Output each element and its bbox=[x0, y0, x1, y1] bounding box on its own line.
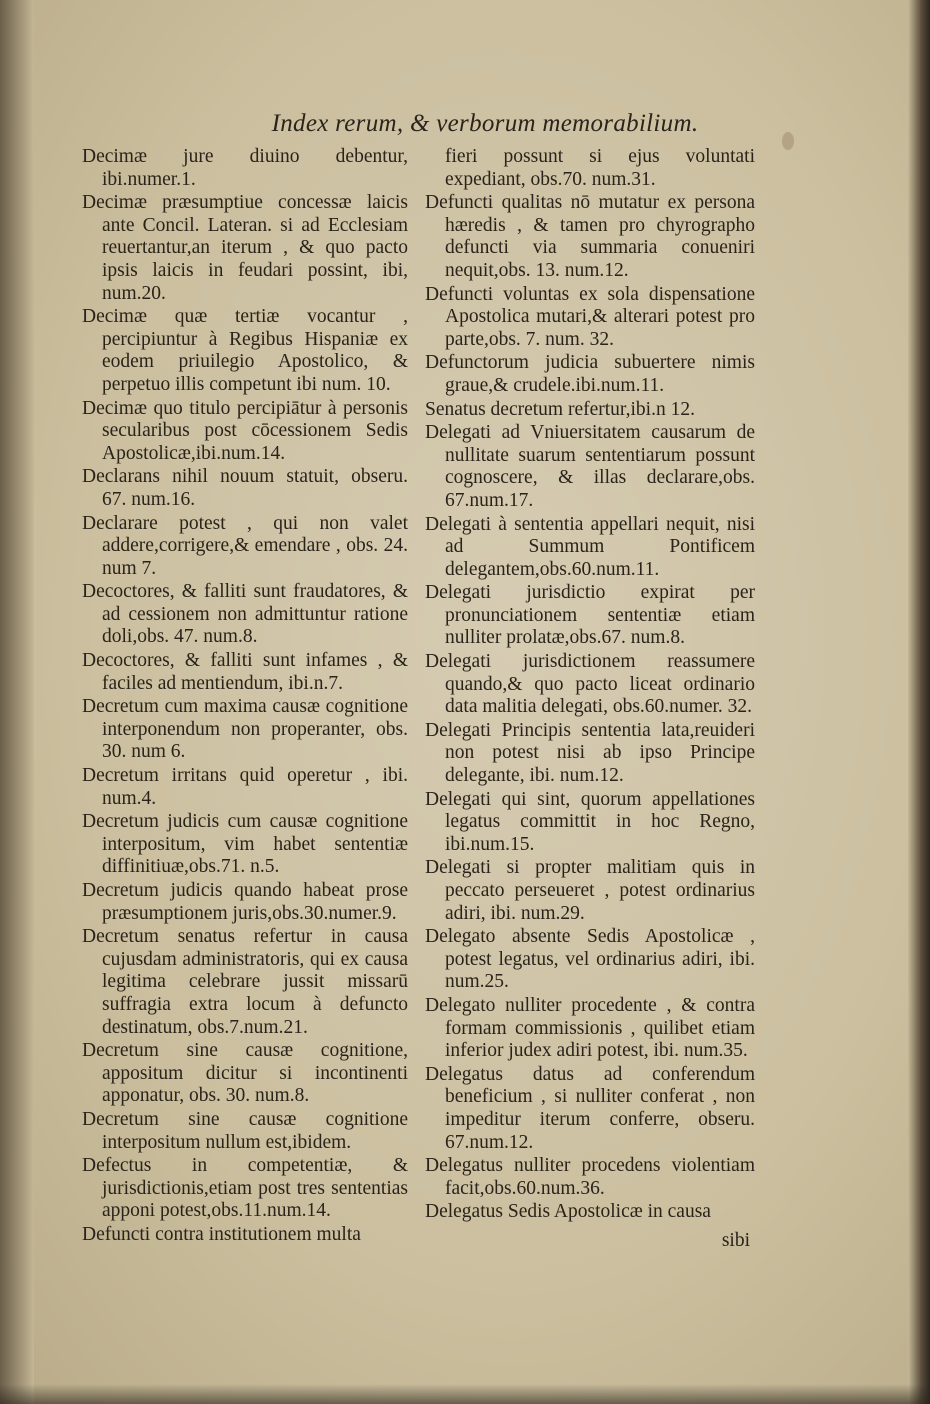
index-entry: Delegati ad Vniuersitatem causarum de nullitate suarum sententiarum possunt cognoscere, & illas declarare,obs. 67.num.17. bbox=[425, 422, 755, 511]
index-entry: Delegati jurisdictionem reassumere quando,& quo pacto liceat ordinario data malitia delegati, obs.60.numer. 32. bbox=[425, 651, 755, 718]
index-entry: Decretum irritans quid operetur , ibi. num.4. bbox=[82, 765, 408, 809]
binding-gutter bbox=[0, 0, 34, 1404]
index-entry: Defectus in competentiæ, & jurisdictionis,etiam post tres sententias apponi potest,obs.11.num.14. bbox=[82, 1155, 408, 1222]
index-entry: Decretum sine causæ cognitione interpositum nullum est,ibidem. bbox=[82, 1108, 408, 1153]
index-entry: Senatus decretum refertur,ibi.n 12. bbox=[425, 398, 695, 420]
index-entry: Declarare potest , qui non valet addere,corrigere,& emendare , obs. 24. num 7. bbox=[82, 512, 408, 579]
index-entry: Defuncti contra institutionem multa bbox=[82, 1223, 361, 1245]
left-column bbox=[82, 146, 408, 1248]
index-entry: Delegatus Sedis Apostolicæ in causa bbox=[425, 1201, 711, 1223]
index-entry: Decretum senatus refertur in causa cujusdam administratoris, qui ex causa legitima celebrare jussit missarū suffragia extra locum à defuncto destinatum, obs.7.num.21. bbox=[82, 926, 408, 1038]
index-entry: Decretum cum maxima causæ cognitione interponendum non properanter, obs. 30. num 6. bbox=[82, 696, 408, 763]
catchword: sibi bbox=[721, 1230, 750, 1251]
index-entry: Delegati si propter malitiam quis in peccato perseueret , potest ordinarius adiri, ibi. num.29. bbox=[425, 857, 755, 924]
index-entry: Delegati qui sint, quorum appellationes legatus committit in hoc Regno, ibi.num.15. bbox=[425, 788, 755, 855]
index-entry-continuation: fieri possunt si ejus voluntati expediant, obs.70. num.31. bbox=[445, 146, 755, 190]
index-entry: Declarans nihil nouum statuit, obseru. 67. num.16. bbox=[82, 466, 408, 510]
index-entry: Decimæ jure diuino debentur, ibi.numer.1. bbox=[82, 146, 408, 190]
index-entry: Decimæ quo titulo percipiātur à personis secularibus post cōcessionem Sedis Apostolicæ,ibi.num.14. bbox=[82, 397, 408, 464]
index-entry: Defuncti voluntas ex sola dispensatione Apostolica mutari,& alterari potest pro parte,obs. 7. num. 32. bbox=[425, 283, 755, 350]
index-entry: Decretum judicis quando habeat prose præsumptionem juris,obs.30.numer.9. bbox=[82, 880, 408, 924]
running-header: Index rerum, & verborum memorabilium. bbox=[271, 110, 699, 137]
index-entry: Defunctorum judicia subuertere nimis graue,& crudele.ibi.num.11. bbox=[425, 352, 755, 396]
index-entry: Decimæ præsumptiue concessæ laicis ante Concil. Lateran. si ad Ecclesiam reuertantur,an iterum , & quo pacto ipsis laicis in feudari possint, ibi, num.20. bbox=[82, 192, 408, 304]
index-entry: Decimæ quæ tertiæ vocantur , percipiuntur à Regibus Hispaniæ ex eodem priuilegio Apostolico, & perpetuo illis competunt ibi num. 10. bbox=[82, 306, 408, 395]
index-entry: Decretum sine causæ cognitione, appositum dicitur si incontinenti apponatur, obs. 30. num.8. bbox=[82, 1040, 408, 1107]
index-entry: Decoctores, & falliti sunt fraudatores, & ad cessionem non admittuntur ratione doli,obs. 47. num.8. bbox=[82, 581, 408, 648]
index-entry: Decoctores, & falliti sunt infames , & faciles ad mentiendum, ibi.n.7. bbox=[82, 650, 408, 694]
page-bottom-shadow bbox=[0, 1384, 930, 1404]
index-entry: Delegatus datus ad conferendum beneficium , si nulliter conferat , non impeditur iterum conferre, obseru. 67.num.12. bbox=[425, 1063, 755, 1153]
index-entry: Delegato absente Sedis Apostolicæ , potest legatus, vel ordinarius adiri, ibi. num.25. bbox=[425, 926, 755, 993]
index-entry: Delegati Principis sententia lata,reuideri non potest nisi ab ipso Principe delegante, ibi. num.12. bbox=[425, 719, 755, 787]
right-column bbox=[425, 146, 755, 1225]
index-entry: Delegatus nulliter procedens violentiam facit,obs.60.num.36. bbox=[425, 1155, 755, 1199]
index-entry: Delegati à sententia appellari nequit, nisi ad Summum Pontificem delegantem,obs.60.num.11. bbox=[425, 513, 755, 580]
index-entry: Delegato nulliter procedente , & contra formam commissionis , quilibet etiam inferior judex adiri potest, ibi. num.35. bbox=[425, 994, 755, 1062]
page-edge bbox=[908, 0, 930, 1404]
index-entry: Delegati jurisdictio expirat per pronunciationem sententiæ etiam nulliter prolatæ,obs.67. num.8. bbox=[425, 582, 755, 649]
index-entry: Decretum judicis cum causæ cognitione interpositum, vim habet sententiæ diffinitiuæ,obs.71. n.5. bbox=[82, 811, 408, 878]
index-entry: Defuncti qualitas nō mutatur ex persona hæredis , & tamen pro chyrographo defuncti via summaria conueniri nequit,obs. 13. num.12. bbox=[425, 192, 755, 281]
